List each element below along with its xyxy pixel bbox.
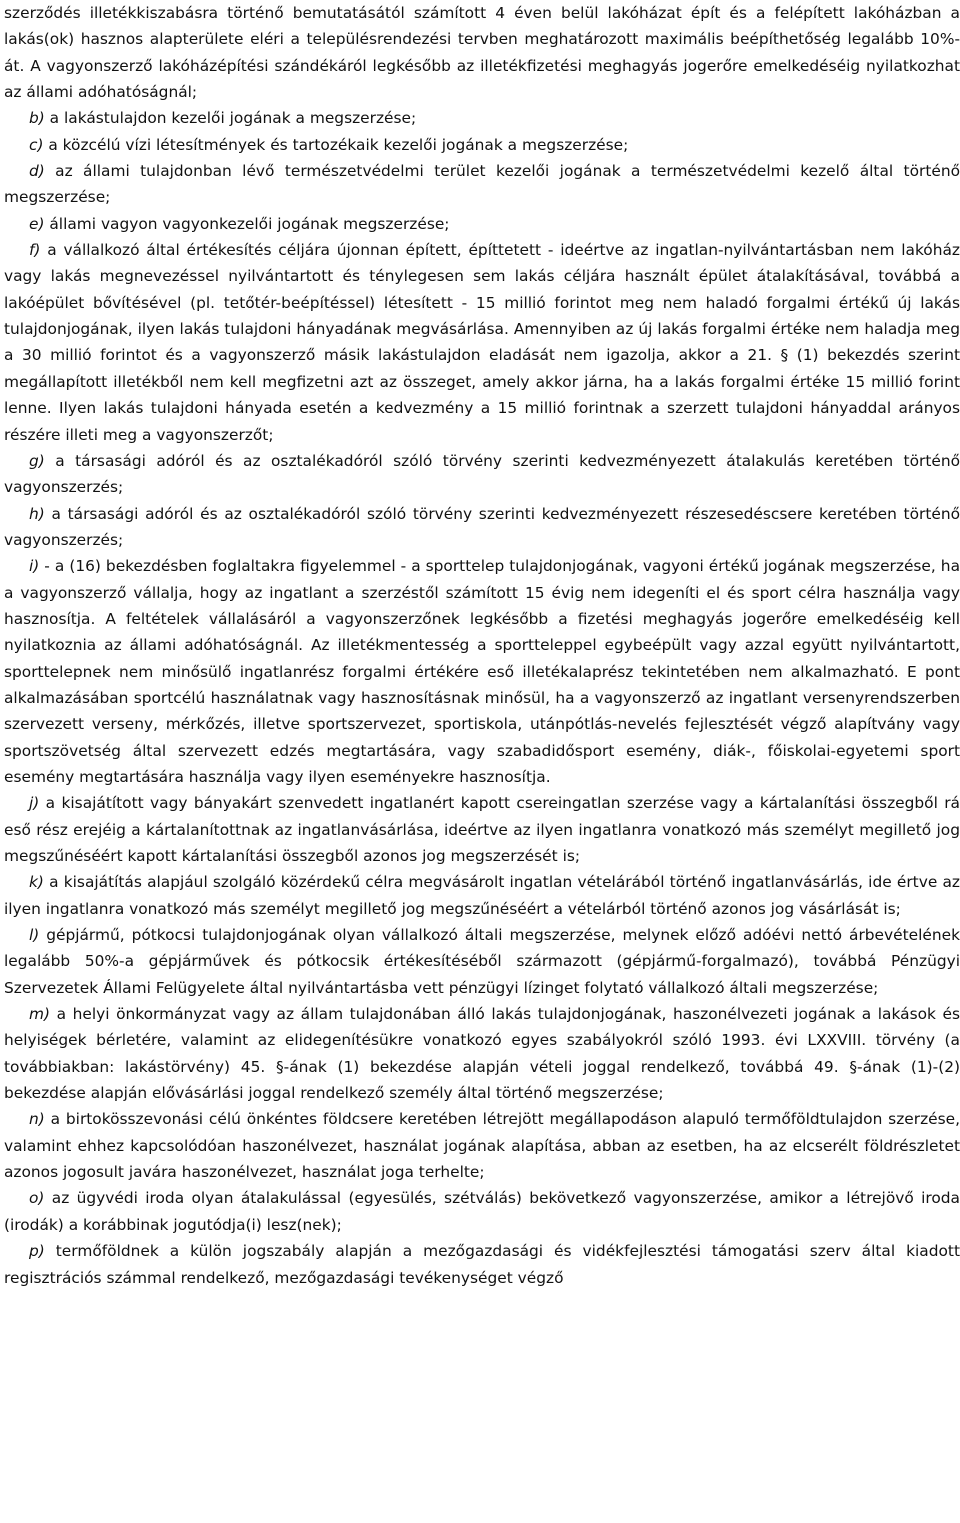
item-text: a közcélú vízi létesítmények és tartozékaik kezelői jogának a megszerzése; [43, 135, 629, 154]
item-j [4, 790, 960, 869]
paragraph-intro [4, 0, 960, 105]
item-label: d) [29, 162, 45, 181]
item-text: a társasági adóról és az osztalékadóról szóló törvény szerinti kedvezményezett részesedéscsere keretében történő vagyonszerzés; [4, 504, 960, 549]
item-text: a lakástulajdon kezelői jogának a megszerzése; [44, 109, 417, 128]
item-label: n) [29, 1110, 45, 1129]
item-n [4, 1106, 960, 1185]
item-text: a helyi önkormányzat vagy az állam tulajdonában álló lakás tulajdonjogának, haszonélvezeti jogának a lakások és helyiségek bérletére, valamint az elidegenítésükre vonatkozó egyes szabályokról szóló 1993. évi LXXVIII. törvény (a továbbiakban: lakástörvény) 45. §-ának (1) bekezdése alapján vételi joggal rendelkező, továbbá 49. §-ának (1)-(2) bekezdése alapján elővásárlási joggal rendelkező személy által történő megszerzése; [4, 1005, 960, 1103]
item-text: a birtokösszevonási célú önkéntes földcsere keretében létrejött megállapodáson alapuló termőföldtulajdon szerzése, valamint ehhez kapcsolódóan haszonélvezet, használat jogának alapítása, abban az esetben, ha az elcserélt földrészletet azonos jogosult javára haszonélvezet, használat joga terhelte; [4, 1110, 960, 1182]
paragraph-text: szerződés illetékkiszabásra történő bemutatásától számított 4 éven belül lakóházat épít és a felépített lakóházban a lakás(ok) hasznos alapterülete eléri a településrendezési tervben meghatározott maximális beépíthetőség legalább 10%-át. A vagyonszerző lakóházépítési szándékáról legkésőbb az illetékfizetési meghagyás jogerőre emelkedéséig nyilatkozhat az állami adóhatóságnál; [4, 4, 960, 102]
item-text: állami vagyon vagyonkezelői jogának megszerzése; [44, 214, 450, 233]
item-g [4, 448, 960, 501]
item-f [4, 237, 960, 448]
item-label: f) [29, 241, 41, 260]
item-text: a vállalkozó által értékesítés céljára újonnan épített, építtetett - ideértve az ingatlan-nyilvántartásban nem lakóház vagy lakás megnevezéssel nyilvántartott és ténylegesen sem lakás céljára használt épület átalakításával, továbbá a lakóépület bővítésével (pl. tetőtér-beépítéssel) létesített - 15 millió forintot meg nem haladó forgalmi értékű új lakás tulajdonjogának, ilyen lakás tulajdoni hányadának megvásárlása. Amennyiben az új lakás forgalmi értéke nem haladja meg a 30 millió forintot és a vagyonszerző másik lakástulajdon eladását nem igazolja, akkor a 21. § (1) bekezdés szerint megállapított illetékből nem kell megfizetni azt az összeget, amely akkor járna, ha a lakás forgalmi értéke 15 millió forint lenne. Ilyen lakás tulajdoni hányada esetén a kedvezmény a 15 millió forintnak a szerzett tulajdoni hányaddal arányos részére illeti meg a vagyonszerzőt; [4, 241, 960, 444]
item-text: termőföldnek a külön jogszabály alapján a mezőgazdasági és vidékfejlesztési támogatási szerv által kiadott regisztrációs számmal rendelkező, mezőgazdasági tevékenységet végző [4, 1242, 960, 1287]
item-label: p) [29, 1242, 45, 1261]
item-text: a kisajátított vagy bányakárt szenvedett ingatlanért kapott csereingatlan szerzése vagy a kártalanítási összegből rá eső rész erejéig a kártalanítottnak az ingatlanvásárlása, ideértve az ilyen ingatlanra vonatkozó más személyt megillető jog megszűnéséért kapott kártalanítási összegből azonos jog megszerzését is; [4, 794, 960, 865]
item-k [4, 869, 960, 922]
item-text: az állami tulajdonban lévő természetvédelmi terület kezelői jogának a természetvédelmi kezelő által történő megszerzése; [4, 162, 960, 207]
item-i [4, 553, 960, 790]
item-text: gépjármű, pótkocsi tulajdonjogának olyan vállalkozó általi megszerzése, melynek előző adóévi nettó árbevételének legalább 50%-a gépjárművek és pótkocsik értékesítéséből származott (gépjármű-forgalmazó), továbbá Pénzügyi Szervezetek Állami Felügyelete által nyilvántartásba vett pénzügyi lízinget folytató vállalkozó általi megszerzése; [4, 926, 960, 997]
item-text: a társasági adóról és az osztalékadóról szóló törvény szerinti kedvezményezett átalakulás keretében történő vagyonszerzés; [4, 451, 960, 497]
item-m [4, 1001, 960, 1106]
item-text: az ügyvédi iroda olyan átalakulással (egyesülés, szétválás) bekövetkező vagyonszerzése, amikor a létrejövő iroda (irodák) a korábbinak jogutódja(i) lesz(nek); [4, 1189, 960, 1234]
item-text: a kisajátítás alapjául szolgáló közérdekű célra megvásárolt ingatlan vételárából történő ingatlanvásárlás, ide értve az ilyen ingatlanra vonatkozó más személyt megillető jog megszűnéséért a vételárból történő azonos jog vásárlását is; [4, 873, 960, 918]
item-label: e) [29, 214, 45, 233]
item-label: j) [29, 794, 40, 813]
item-l [4, 922, 960, 1001]
item-label: o) [29, 1189, 45, 1208]
item-e [4, 211, 960, 237]
item-c [4, 132, 960, 158]
item-label: i) [29, 557, 40, 576]
item-label: l) [29, 926, 40, 945]
item-label: b) [29, 109, 45, 128]
item-b [4, 105, 960, 131]
item-label: h) [29, 504, 45, 523]
item-label: m) [29, 1005, 50, 1024]
item-p [4, 1238, 960, 1291]
item-label: k) [29, 873, 44, 892]
item-h [4, 501, 960, 554]
item-label: g) [29, 451, 45, 470]
item-label: c) [29, 135, 44, 154]
item-o [4, 1185, 960, 1238]
item-d [4, 158, 960, 211]
item-text: - a (16) bekezdésben foglaltakra figyelemmel - a sporttelep tulajdonjogának, vagyoni értékű jogának megszerzése, ha a vagyonszerző vállalja, hogy az ingatlant a szerzéstől számított 15 évig nem idegeníti el és sport célra használja vagy hasznosítja. A feltételek vállalásáról a vagyonszerzőnek legkésőbb a fizetési meghagyás jogerőre emelkedéséig kell nyilatkoznia az állami adóhatóságnál. Az illetékmentesség a sportteleppel egybeépült vagy azzal együtt nyilvántartott, sporttelepnek nem minősülő ingatlanrész forgalmi értékére eső illetékalaprész tekintetében nem alkalmazható. E pont alkalmazásában sportcélú használatnak vagy hasznosításnak minősül, ha a vagyonszerző az ingatlant versenyrendszerben szervezett verseny, mérkőzés, illetve sportszervezet, sportiskola, utánpótlás-nevelés fejlesztését végző alapítvány vagy sportszövetség által szervezett edzés megtartására, vagy szabadidősport esemény, diák-, főiskolai-egyetemi sport esemény megtartására használja vagy ilyen eseményekre hasznosítja. [4, 557, 960, 786]
